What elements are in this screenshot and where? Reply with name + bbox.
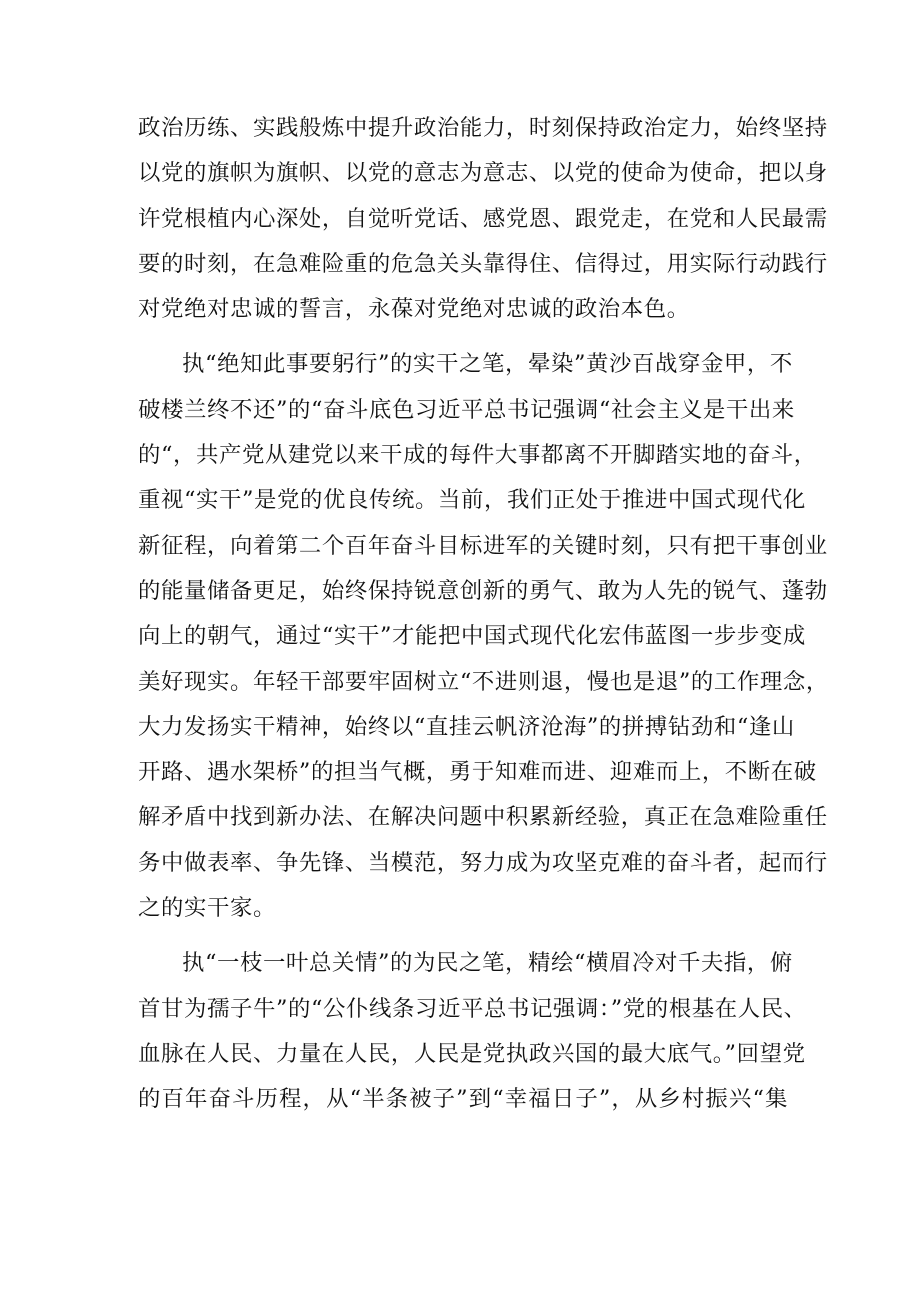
text-line: 开路、遇水架桥”的担当气概，勇于知难而进、迎难而上，不断在破 xyxy=(138,759,817,786)
paragraph-3 xyxy=(138,941,807,1122)
paragraph-2 xyxy=(138,342,829,931)
text-line: 务中做表率、争先锋、当模范，努力成为攻坚克难的奋斗者，起而行 xyxy=(138,849,828,876)
text-line: 新征程，向着第二个百年奋斗目标进军的关键时刻，只有把干事创业 xyxy=(138,532,828,559)
text-line: 许党根植内心深处，自觉听党话、感党恩、跟党走，在党和人民最需 xyxy=(138,205,828,232)
text-line: 大力发扬实干精神，始终以“直挂云帆济沧海”的拼搏钻劲和“逢山 xyxy=(138,713,795,740)
text-line: 重视“实干”是党的优良传统。当前，我们正处于推进中国式现代化 xyxy=(138,487,806,514)
text-line: 的百年奋斗历程，从“半条被子”到“幸福日子”，从乡村振兴“集 xyxy=(138,1086,788,1113)
text-line: 以党的旗帜为旗帜、以党的意志为意志、以党的使命为使命，把以身 xyxy=(138,160,828,187)
text-line: 执“一枝一叶总关情”的为民之笔，精绘“横眉冷对千夫指，俯 xyxy=(182,950,793,977)
text-line: 血脉在人民、力量在人民，人民是党执政兴国的最大底气。”回望党 xyxy=(138,1040,806,1067)
text-line: 的“，共产党从建党以来干成的每件大事都离不开脚踏实地的奋斗， xyxy=(138,442,817,469)
text-line: 执“绝知此事要躬行”的实干之笔，晕染”黄沙百战穿金甲，不 xyxy=(182,351,793,378)
text-line: 政治历练、实践般炼中提升政治能力，时刻保持政治定力，始终坚持 xyxy=(138,115,828,141)
paragraph-gap xyxy=(138,332,788,342)
document-body xyxy=(138,106,829,1123)
text-line: 对党绝对忠诚的誓言，永葆对党绝对忠诚的政治本色。 xyxy=(138,296,690,323)
text-line: 向上的朝气，通过“实干”才能把中国式现代化宏伟蓝图一步步变成 xyxy=(138,623,806,650)
text-line: 要的时刻，在急难险重的危急关头靠得住、信得过，用实际行动践行 xyxy=(138,250,828,277)
text-line: 解矛盾中找到新办法、在解决问题中积累新经验，真正在急难险重任 xyxy=(138,804,828,831)
text-line: 的能量储备更足，始终保持锐意创新的勇气、敢为人先的锐气、蓬勃 xyxy=(138,577,828,604)
text-line: 破楼兰终不还”的“奋斗底色习近平总书记强调“社会主义是干出来 xyxy=(138,396,795,423)
text-line: 首甘为孺子牛”的“公仆线条习近平总书记强调：”党的根基在人民、 xyxy=(138,995,807,1022)
paragraph-gap xyxy=(138,931,788,941)
paragraph-1 xyxy=(138,106,828,332)
text-line: 之的实干家。 xyxy=(138,895,276,922)
text-line: 美好现实。年轻干部要牢固树立“不进则退，慢也是退”的工作理念， xyxy=(138,668,829,695)
